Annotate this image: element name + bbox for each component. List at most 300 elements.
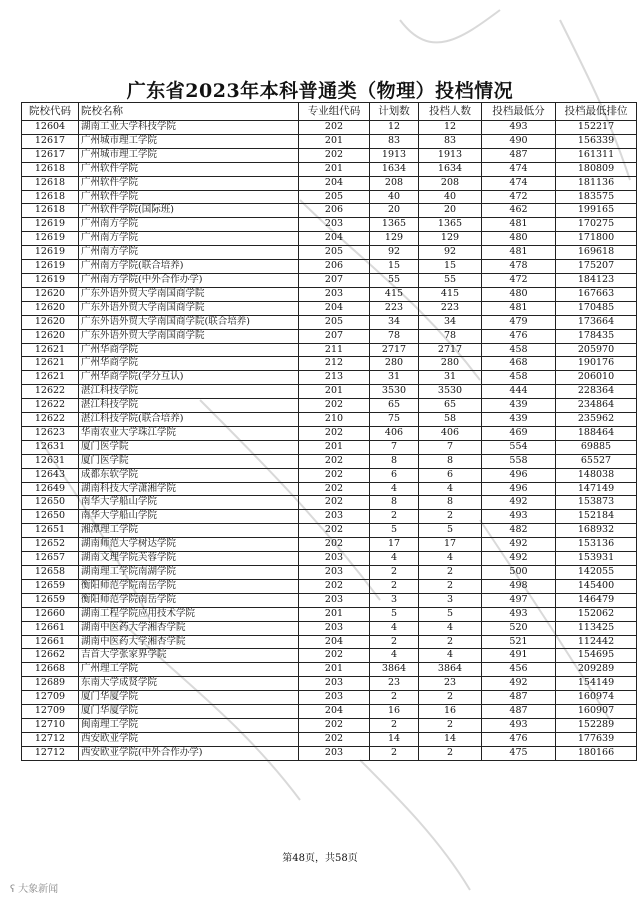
cell-school-name: 广州华商学院(学分互认) — [79, 371, 299, 385]
cell-group-code: 202 — [299, 399, 370, 413]
table-row — [22, 552, 637, 566]
cell-min-score: 458 — [482, 343, 556, 357]
col-header-school-name: 院校名称 — [79, 103, 299, 121]
cell-min-rank: 181136 — [556, 176, 637, 190]
cell-min-rank: 180809 — [556, 162, 637, 176]
cell-admitted-count: 4 — [419, 649, 482, 663]
cell-plan-count: 2 — [370, 691, 419, 705]
cell-school-name: 华南农业大学珠江学院 — [79, 426, 299, 440]
cell-school-code: 12618 — [22, 190, 79, 204]
cell-group-code: 202 — [299, 496, 370, 510]
cell-admitted-count: 8 — [419, 496, 482, 510]
table-row — [22, 357, 637, 371]
source-label — [10, 880, 58, 895]
cell-min-rank: 160907 — [556, 705, 637, 719]
cell-school-name: 广州华商学院 — [79, 343, 299, 357]
cell-admitted-count: 5 — [419, 607, 482, 621]
cell-min-rank: 153136 — [556, 538, 637, 552]
cell-group-code: 202 — [299, 121, 370, 135]
cell-min-score: 474 — [482, 162, 556, 176]
cell-plan-count: 3864 — [370, 663, 419, 677]
cell-plan-count: 223 — [370, 301, 419, 315]
cell-group-code: 203 — [299, 510, 370, 524]
table-row — [22, 468, 637, 482]
cell-school-name: 广州南方学院(中外合作办学) — [79, 273, 299, 287]
cell-group-code: 204 — [299, 232, 370, 246]
cell-min-rank: 167663 — [556, 287, 637, 301]
table-row — [22, 301, 637, 315]
cell-group-code: 205 — [299, 246, 370, 260]
table-row — [22, 454, 637, 468]
cell-admitted-count: 1634 — [419, 162, 482, 176]
cell-min-rank: 145400 — [556, 579, 637, 593]
cell-plan-count: 129 — [370, 232, 419, 246]
cell-admitted-count: 415 — [419, 287, 482, 301]
cell-min-rank: 160974 — [556, 691, 637, 705]
cell-admitted-count: 1365 — [419, 218, 482, 232]
cell-school-code: 12657 — [22, 552, 79, 566]
col-header-group-code: 专业组代码 — [299, 103, 370, 121]
table-row — [22, 218, 637, 232]
cell-plan-count: 3 — [370, 593, 419, 607]
table-row — [22, 162, 637, 176]
cell-group-code: 202 — [299, 482, 370, 496]
cell-school-name: 厦门华厦学院 — [79, 691, 299, 705]
cell-min-rank: 152217 — [556, 121, 637, 135]
cell-school-name: 广州软件学院 — [79, 176, 299, 190]
table-row — [22, 287, 637, 301]
table-row — [22, 718, 637, 732]
source-logo-icon: ʕ — [10, 884, 16, 895]
cell-admitted-count: 6 — [419, 468, 482, 482]
cell-school-name: 广东外语外贸大学南国商学院 — [79, 301, 299, 315]
cell-school-name: 东南大学成贤学院 — [79, 677, 299, 691]
table-row — [22, 385, 637, 399]
cell-min-score: 475 — [482, 746, 556, 760]
cell-min-rank: 177639 — [556, 732, 637, 746]
cell-plan-count: 5 — [370, 607, 419, 621]
cell-school-code: 12709 — [22, 705, 79, 719]
cell-admitted-count: 2 — [419, 718, 482, 732]
cell-min-rank: 113425 — [556, 621, 637, 635]
cell-school-name: 广东外语外贸大学南国商学院 — [79, 329, 299, 343]
cell-school-code: 12617 — [22, 148, 79, 162]
cell-min-rank: 190176 — [556, 357, 637, 371]
cell-admitted-count: 5 — [419, 524, 482, 538]
cell-group-code: 202 — [299, 148, 370, 162]
table-row — [22, 607, 637, 621]
cell-admitted-count: 14 — [419, 732, 482, 746]
cell-school-name: 厦门医学院 — [79, 440, 299, 454]
cell-school-code: 12622 — [22, 399, 79, 413]
cell-min-score: 487 — [482, 705, 556, 719]
col-header-school-code: 院校代码 — [22, 103, 79, 121]
cell-school-code: 12619 — [22, 218, 79, 232]
cell-plan-count: 406 — [370, 426, 419, 440]
cell-plan-count: 2 — [370, 566, 419, 580]
cell-plan-count: 4 — [370, 621, 419, 635]
cell-school-code: 12650 — [22, 510, 79, 524]
cell-plan-count: 1634 — [370, 162, 419, 176]
table-row — [22, 635, 637, 649]
cell-min-score: 444 — [482, 385, 556, 399]
cell-min-rank: 112442 — [556, 635, 637, 649]
cell-min-score: 481 — [482, 301, 556, 315]
cell-group-code: 202 — [299, 579, 370, 593]
cell-min-score: 479 — [482, 315, 556, 329]
cell-school-code: 12617 — [22, 134, 79, 148]
table-row — [22, 593, 637, 607]
cell-admitted-count: 23 — [419, 677, 482, 691]
cell-min-rank: 161311 — [556, 148, 637, 162]
cell-min-rank: 235962 — [556, 413, 637, 427]
cell-group-code: 207 — [299, 273, 370, 287]
cell-school-name: 湖南理工学院南湖学院 — [79, 566, 299, 580]
cell-group-code: 201 — [299, 162, 370, 176]
cell-group-code: 205 — [299, 315, 370, 329]
cell-min-rank: 184123 — [556, 273, 637, 287]
table-header-row — [22, 103, 637, 121]
cell-admitted-count: 280 — [419, 357, 482, 371]
table-row — [22, 663, 637, 677]
cell-min-rank: 183575 — [556, 190, 637, 204]
cell-min-score: 500 — [482, 566, 556, 580]
cell-min-rank: 65527 — [556, 454, 637, 468]
cell-school-code: 12618 — [22, 162, 79, 176]
cell-group-code: 203 — [299, 566, 370, 580]
cell-school-code: 12621 — [22, 371, 79, 385]
cell-school-name: 闽南理工学院 — [79, 718, 299, 732]
cell-group-code: 204 — [299, 301, 370, 315]
cell-min-score: 480 — [482, 287, 556, 301]
cell-school-code: 12668 — [22, 663, 79, 677]
cell-group-code: 202 — [299, 426, 370, 440]
cell-group-code: 202 — [299, 454, 370, 468]
cell-min-score: 476 — [482, 329, 556, 343]
cell-min-rank: 178435 — [556, 329, 637, 343]
cell-min-score: 558 — [482, 454, 556, 468]
cell-plan-count: 208 — [370, 176, 419, 190]
cell-group-code: 203 — [299, 677, 370, 691]
cell-admitted-count: 208 — [419, 176, 482, 190]
cell-plan-count: 4 — [370, 482, 419, 496]
cell-min-score: 487 — [482, 148, 556, 162]
cell-plan-count: 2 — [370, 718, 419, 732]
cell-school-name: 南华大学船山学院 — [79, 496, 299, 510]
cell-plan-count: 16 — [370, 705, 419, 719]
cell-plan-count: 5 — [370, 524, 419, 538]
cell-school-code: 12620 — [22, 301, 79, 315]
cell-plan-count: 55 — [370, 273, 419, 287]
cell-school-name: 湖南师范大学树达学院 — [79, 538, 299, 552]
cell-admitted-count: 20 — [419, 204, 482, 218]
cell-min-score: 482 — [482, 524, 556, 538]
cell-school-name: 西安欧亚学院 — [79, 732, 299, 746]
cell-min-rank: 152062 — [556, 607, 637, 621]
cell-min-score: 472 — [482, 273, 556, 287]
table-row — [22, 204, 637, 218]
cell-school-code: 12712 — [22, 732, 79, 746]
cell-school-name: 广州南方学院(联合培养) — [79, 260, 299, 274]
cell-plan-count: 2 — [370, 635, 419, 649]
cell-plan-count: 6 — [370, 468, 419, 482]
cell-plan-count: 14 — [370, 732, 419, 746]
cell-school-code: 12620 — [22, 329, 79, 343]
cell-min-score: 439 — [482, 399, 556, 413]
cell-min-rank: 188464 — [556, 426, 637, 440]
cell-group-code: 204 — [299, 176, 370, 190]
cell-plan-count: 280 — [370, 357, 419, 371]
cell-min-score: 472 — [482, 190, 556, 204]
cell-school-name: 广州软件学院 — [79, 190, 299, 204]
cell-admitted-count: 17 — [419, 538, 482, 552]
cell-plan-count: 1365 — [370, 218, 419, 232]
cell-school-code: 12710 — [22, 718, 79, 732]
cell-school-code: 12659 — [22, 579, 79, 593]
table-row — [22, 176, 637, 190]
cell-plan-count: 34 — [370, 315, 419, 329]
cell-min-score: 498 — [482, 579, 556, 593]
cell-min-rank: 142055 — [556, 566, 637, 580]
table-row — [22, 343, 637, 357]
cell-admitted-count: 4 — [419, 482, 482, 496]
cell-plan-count: 78 — [370, 329, 419, 343]
cell-school-code: 12659 — [22, 593, 79, 607]
cell-min-score: 554 — [482, 440, 556, 454]
cell-min-score: 492 — [482, 677, 556, 691]
table-row — [22, 538, 637, 552]
cell-group-code: 203 — [299, 287, 370, 301]
cell-school-code: 12712 — [22, 746, 79, 760]
cell-group-code: 204 — [299, 705, 370, 719]
cell-min-score: 493 — [482, 121, 556, 135]
cell-min-rank: 156339 — [556, 134, 637, 148]
cell-school-code: 12631 — [22, 440, 79, 454]
cell-min-score: 474 — [482, 176, 556, 190]
table-row — [22, 413, 637, 427]
cell-group-code: 202 — [299, 732, 370, 746]
col-header-min-score: 投档最低分 — [482, 103, 556, 121]
cell-plan-count: 75 — [370, 413, 419, 427]
table-row — [22, 329, 637, 343]
table-row — [22, 510, 637, 524]
table-row — [22, 621, 637, 635]
cell-admitted-count: 3 — [419, 593, 482, 607]
page-title: 广东省2023年本科普通类（物理）投档情况 — [126, 80, 514, 102]
cell-admitted-count: 12 — [419, 121, 482, 135]
cell-admitted-count: 15 — [419, 260, 482, 274]
cell-admitted-count: 65 — [419, 399, 482, 413]
cell-min-rank: 168932 — [556, 524, 637, 538]
cell-plan-count: 4 — [370, 649, 419, 663]
cell-min-score: 520 — [482, 621, 556, 635]
table-row — [22, 524, 637, 538]
cell-school-name: 成都东软学院 — [79, 468, 299, 482]
cell-min-rank: 169618 — [556, 246, 637, 260]
table-row — [22, 399, 637, 413]
cell-school-name: 湖南中医药大学湘杏学院 — [79, 621, 299, 635]
cell-admitted-count: 55 — [419, 273, 482, 287]
table-row — [22, 121, 637, 135]
cell-admitted-count: 8 — [419, 454, 482, 468]
cell-min-score: 456 — [482, 663, 556, 677]
cell-admitted-count: 2 — [419, 746, 482, 760]
cell-admitted-count: 58 — [419, 413, 482, 427]
cell-group-code: 207 — [299, 329, 370, 343]
cell-admitted-count: 2717 — [419, 343, 482, 357]
cell-school-code: 12643 — [22, 468, 79, 482]
cell-min-score: 493 — [482, 510, 556, 524]
cell-min-rank: 154695 — [556, 649, 637, 663]
table-row — [22, 746, 637, 760]
cell-min-score: 481 — [482, 246, 556, 260]
cell-school-code: 12621 — [22, 357, 79, 371]
cell-admitted-count: 83 — [419, 134, 482, 148]
cell-admitted-count: 34 — [419, 315, 482, 329]
cell-group-code: 202 — [299, 468, 370, 482]
table-row — [22, 232, 637, 246]
cell-school-code: 12662 — [22, 649, 79, 663]
cell-plan-count: 12 — [370, 121, 419, 135]
cell-min-score: 478 — [482, 260, 556, 274]
cell-min-rank: 152184 — [556, 510, 637, 524]
cell-school-name: 广州南方学院 — [79, 246, 299, 260]
cell-school-code: 12661 — [22, 635, 79, 649]
cell-plan-count: 8 — [370, 454, 419, 468]
cell-school-name: 广州南方学院 — [79, 218, 299, 232]
cell-school-code: 12652 — [22, 538, 79, 552]
cell-min-rank: 153931 — [556, 552, 637, 566]
col-header-admitted-count: 投档人数 — [419, 103, 482, 121]
cell-group-code: 202 — [299, 649, 370, 663]
col-header-min-rank: 投档最低排位 — [556, 103, 637, 121]
cell-min-rank: 148038 — [556, 468, 637, 482]
cell-plan-count: 40 — [370, 190, 419, 204]
cell-plan-count: 7 — [370, 440, 419, 454]
cell-plan-count: 2717 — [370, 343, 419, 357]
cell-min-score: 492 — [482, 538, 556, 552]
cell-school-code: 12620 — [22, 287, 79, 301]
cell-min-rank: 146479 — [556, 593, 637, 607]
cell-min-rank: 175207 — [556, 260, 637, 274]
cell-min-rank: 147149 — [556, 482, 637, 496]
cell-group-code: 203 — [299, 552, 370, 566]
cell-min-score: 439 — [482, 413, 556, 427]
cell-school-code: 12660 — [22, 607, 79, 621]
cell-group-code: 203 — [299, 746, 370, 760]
cell-school-code: 12622 — [22, 413, 79, 427]
cell-school-code: 12621 — [22, 343, 79, 357]
cell-school-code: 12619 — [22, 232, 79, 246]
cell-group-code: 205 — [299, 190, 370, 204]
cell-plan-count: 2 — [370, 746, 419, 760]
cell-admitted-count: 3530 — [419, 385, 482, 399]
cell-min-rank: 170485 — [556, 301, 637, 315]
table-row — [22, 579, 637, 593]
cell-school-name: 广东外语外贸大学南国商学院 — [79, 287, 299, 301]
cell-group-code: 202 — [299, 718, 370, 732]
cell-min-score: 492 — [482, 552, 556, 566]
cell-min-rank: 173664 — [556, 315, 637, 329]
cell-school-code: 12618 — [22, 204, 79, 218]
cell-school-name: 湛江科技学院 — [79, 399, 299, 413]
cell-min-rank: 171800 — [556, 232, 637, 246]
table-row — [22, 440, 637, 454]
cell-plan-count: 17 — [370, 538, 419, 552]
cell-plan-count: 15 — [370, 260, 419, 274]
cell-admitted-count: 2 — [419, 635, 482, 649]
cell-group-code: 206 — [299, 204, 370, 218]
table-row — [22, 148, 637, 162]
cell-school-name: 广州华商学院 — [79, 357, 299, 371]
cell-school-name: 广州理工学院 — [79, 663, 299, 677]
cell-admitted-count: 2 — [419, 691, 482, 705]
cell-group-code: 201 — [299, 385, 370, 399]
cell-school-code: 12619 — [22, 273, 79, 287]
cell-school-name: 广州南方学院 — [79, 232, 299, 246]
cell-school-name: 广东外语外贸大学南国商学院(联合培养) — [79, 315, 299, 329]
cell-min-rank: 228364 — [556, 385, 637, 399]
cell-school-name: 吉首大学张家界学院 — [79, 649, 299, 663]
cell-plan-count: 2 — [370, 579, 419, 593]
table-row — [22, 691, 637, 705]
cell-plan-count: 23 — [370, 677, 419, 691]
table-row — [22, 260, 637, 274]
cell-group-code: 202 — [299, 524, 370, 538]
cell-group-code: 203 — [299, 218, 370, 232]
cell-plan-count: 31 — [370, 371, 419, 385]
cell-group-code: 202 — [299, 538, 370, 552]
cell-school-code: 12604 — [22, 121, 79, 135]
cell-school-name: 湖南科技大学潇湘学院 — [79, 482, 299, 496]
cell-school-code: 12619 — [22, 246, 79, 260]
cell-school-name: 广州城市理工学院 — [79, 134, 299, 148]
cell-group-code: 210 — [299, 413, 370, 427]
cell-group-code: 203 — [299, 593, 370, 607]
cell-school-name: 湛江科技学院(联合培养) — [79, 413, 299, 427]
cell-plan-count: 2 — [370, 510, 419, 524]
cell-min-rank: 69885 — [556, 440, 637, 454]
cell-school-name: 广州城市理工学院 — [79, 148, 299, 162]
cell-min-score: 521 — [482, 635, 556, 649]
table-row — [22, 566, 637, 580]
cell-admitted-count: 7 — [419, 440, 482, 454]
cell-group-code: 201 — [299, 134, 370, 148]
cell-min-rank: 199165 — [556, 204, 637, 218]
cell-school-name: 湖南工业大学科技学院 — [79, 121, 299, 135]
cell-school-name: 湘潭理工学院 — [79, 524, 299, 538]
cell-group-code: 201 — [299, 607, 370, 621]
cell-min-score: 462 — [482, 204, 556, 218]
cell-min-score: 476 — [482, 732, 556, 746]
cell-school-code: 12631 — [22, 454, 79, 468]
cell-school-code: 12623 — [22, 426, 79, 440]
cell-group-code: 212 — [299, 357, 370, 371]
cell-min-score: 492 — [482, 496, 556, 510]
cell-admitted-count: 16 — [419, 705, 482, 719]
cell-plan-count: 83 — [370, 134, 419, 148]
cell-school-name: 厦门华厦学院 — [79, 705, 299, 719]
cell-min-score: 490 — [482, 134, 556, 148]
cell-admitted-count: 223 — [419, 301, 482, 315]
cell-min-rank: 234864 — [556, 399, 637, 413]
cell-school-name: 湖南工程学院应用技术学院 — [79, 607, 299, 621]
cell-min-score: 481 — [482, 218, 556, 232]
cell-school-name: 湖南文理学院芙蓉学院 — [79, 552, 299, 566]
cell-admitted-count: 129 — [419, 232, 482, 246]
cell-admitted-count: 78 — [419, 329, 482, 343]
cell-admitted-count: 3864 — [419, 663, 482, 677]
